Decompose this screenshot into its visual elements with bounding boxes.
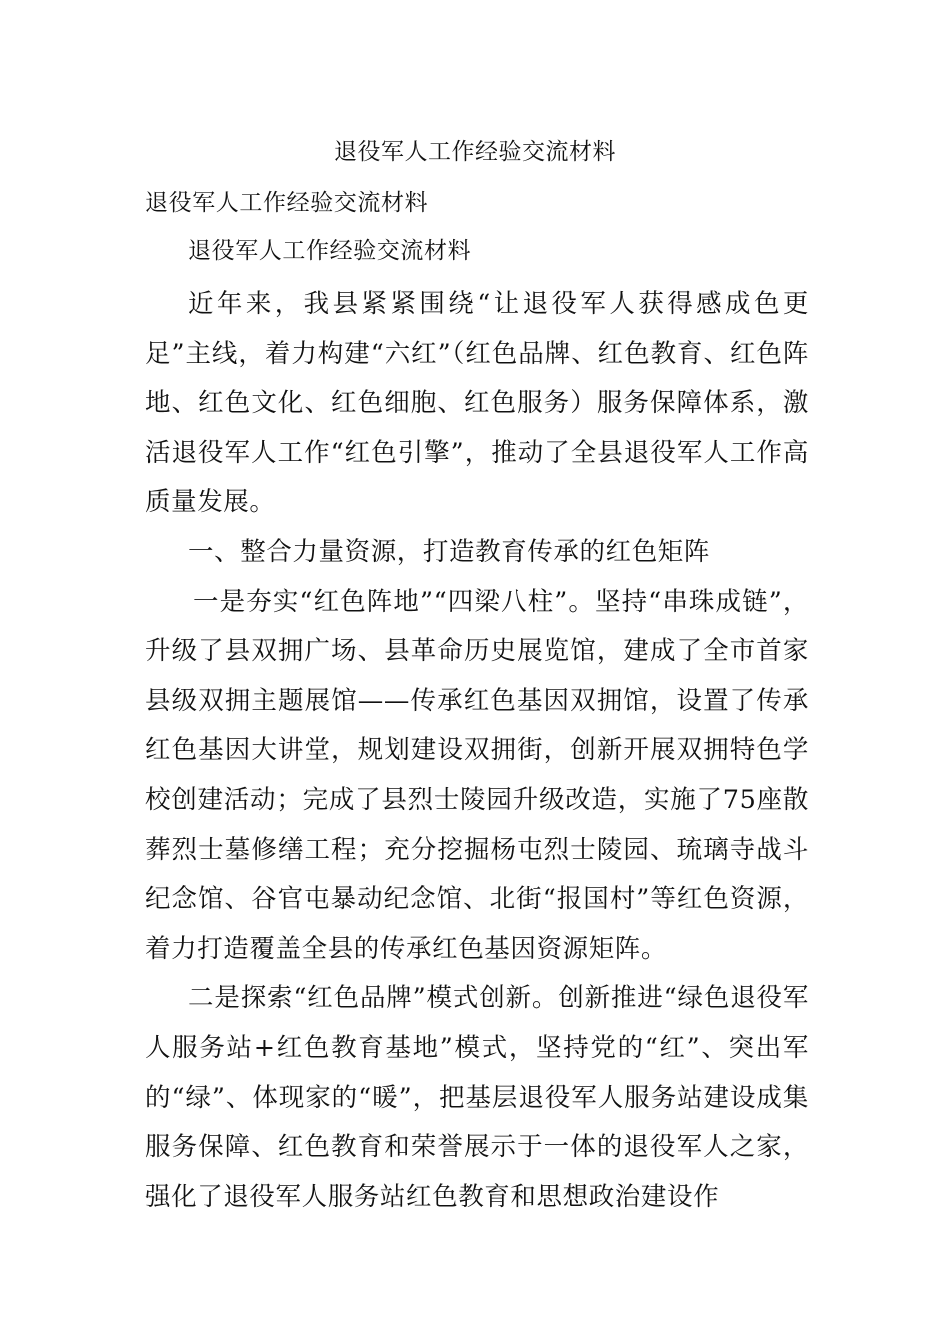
- paragraph-point-2: 二是探索“红色品牌”模式创新。创新推进“绿色退役军人服务站+红色教育基地”模式，坚持党的“红”、突出军的“绿”、体现家的“暖”，把基层退役军人服务站建设成集服务保障、红色教育和荣誉展示于一体的退役军人之家，强化了退役军人服务站红色教育和思想政治建设作: [145, 983, 809, 1212]
- paragraph-point-1: 一是夯实“红色阵地”“四梁八柱”。坚持“串珠成链”，升级了县双拥广场、县革命历史展览馆，建成了全市首家县级双拥主题展馆——传承红色基因双拥馆，设置了传承红色基因大讲堂，规划建设双拥街，创新开展双拥特色学校创建活动；完成了县烈士陵园升级改造，实施了75座散葬烈士墓修缮工程；充分挖掘杨屯烈士陵园、琉璃寺战斗纪念馆、谷官屯暴动纪念馆、北街“报国村”等红色资源，着力打造覆盖全县的传承红色基因资源矩阵。: [145, 586, 809, 964]
- section-heading-1: 一、整合力量资源，打造教育传承的红色矩阵: [188, 536, 711, 567]
- subtitle-line-1: 退役军人工作经验交流材料: [145, 190, 429, 216]
- document-title: 退役军人工作经验交流材料: [334, 139, 616, 165]
- document-body: [145, 182, 809, 1222]
- paragraph-intro: 近年来，我县紧紧围绕“让退役军人获得感成色更足”主线，着力构建“六红”（红色品牌、红色教育、红色阵地、红色文化、红色细胞、红色服务）服务保障体系，激活退役军人工作“红色引擎”，推动了全县退役军人工作高质量发展。: [145, 289, 809, 518]
- subtitle-line-2: 退役军人工作经验交流材料: [188, 238, 472, 264]
